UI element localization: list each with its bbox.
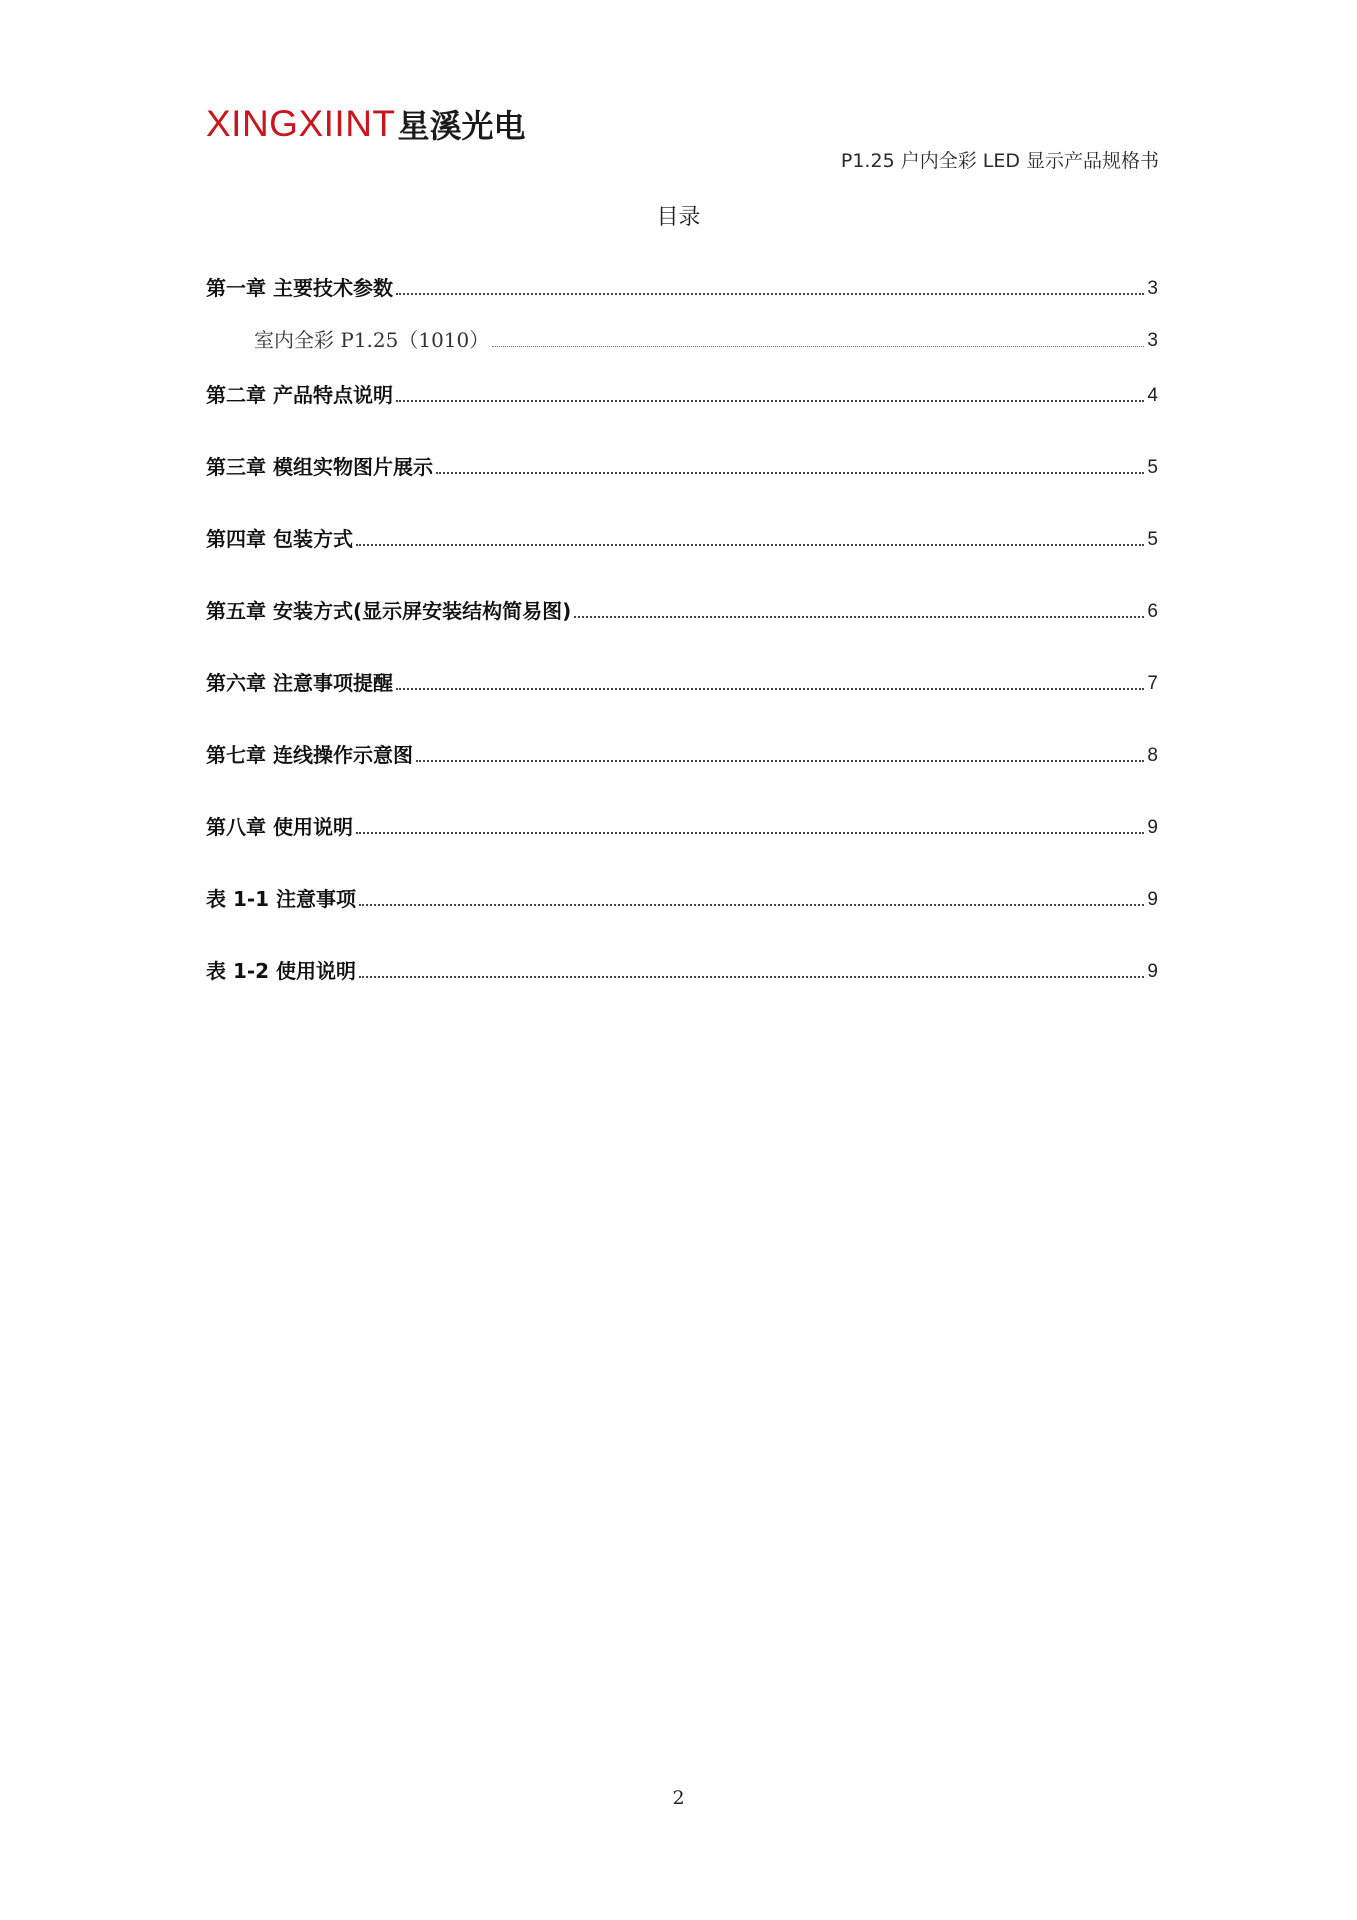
toc-entry-page: 3 — [1147, 278, 1158, 299]
company-logo — [206, 96, 526, 145]
toc-title: 目录 — [656, 205, 701, 230]
toc-entry-label: 第一章 主要技术参数 — [206, 276, 393, 300]
toc-entry-label: 室内全彩 P1.25（1010） — [254, 328, 490, 352]
toc-entry-table-1-1[interactable] — [206, 882, 1158, 912]
toc-entry-chapter-3[interactable] — [206, 450, 1158, 480]
toc-entry-chapter-5[interactable] — [206, 594, 1158, 624]
toc-dot-leader — [396, 400, 1144, 402]
toc-dot-leader — [359, 904, 1144, 906]
toc-entry-label: 第四章 包装方式 — [206, 527, 353, 551]
logo-english-text: XINGXIINT — [206, 103, 396, 144]
toc-entry-label: 第五章 安装方式(显示屏安装结构简易图) — [206, 599, 572, 623]
toc-entry-page: 7 — [1147, 673, 1158, 694]
toc-entry-label: 第二章 产品特点说明 — [206, 383, 393, 407]
toc-entry-label: 表 1-2 使用说明 — [206, 959, 357, 983]
toc-entry-label: 第三章 模组实物图片展示 — [206, 455, 433, 479]
document-header-title: P1.25 户内全彩 LED 显示产品规格书 — [840, 150, 1159, 172]
logo-chinese-text: 星溪光电 — [397, 107, 526, 145]
toc-entry-label: 第八章 使用说明 — [206, 815, 353, 839]
toc-dot-leader — [574, 616, 1144, 618]
toc-entry-chapter-2[interactable] — [206, 378, 1158, 408]
toc-entry-chapter-4[interactable] — [206, 522, 1158, 552]
toc-entry-page: 5 — [1147, 457, 1158, 478]
toc-dot-leader — [359, 976, 1144, 978]
toc-entry-page: 5 — [1147, 529, 1158, 550]
toc-entry-page: 4 — [1147, 385, 1158, 406]
toc-entry-page: 9 — [1147, 961, 1158, 982]
toc-dot-leader — [436, 472, 1144, 474]
toc-entry-page: 9 — [1147, 817, 1158, 838]
toc-dot-leader — [356, 832, 1144, 834]
toc-dot-leader — [396, 688, 1144, 690]
page-number: 2 — [672, 1787, 685, 1809]
toc-entry-page: 9 — [1147, 889, 1158, 910]
toc-entry-chapter-8[interactable] — [206, 810, 1158, 840]
toc-dot-leader — [356, 544, 1144, 546]
toc-dot-leader — [492, 346, 1144, 347]
toc-entry-chapter-6[interactable] — [206, 666, 1158, 696]
toc-entry-label: 第六章 注意事项提醒 — [206, 671, 393, 695]
toc-entry-chapter-7[interactable] — [206, 738, 1158, 768]
toc-entry-label: 表 1-1 注意事项 — [206, 887, 357, 911]
toc-entry-page: 3 — [1147, 330, 1158, 351]
toc-entry-p125-params[interactable] — [206, 323, 1158, 353]
toc-dot-leader — [396, 293, 1144, 295]
toc-dot-leader — [416, 760, 1144, 762]
toc-entry-table-1-2[interactable] — [206, 954, 1158, 984]
toc-entry-page: 8 — [1147, 745, 1158, 766]
toc-entry-label: 第七章 连线操作示意图 — [206, 743, 413, 767]
toc-entry-page: 6 — [1147, 601, 1158, 622]
toc-entry-chapter-1[interactable] — [206, 271, 1158, 301]
